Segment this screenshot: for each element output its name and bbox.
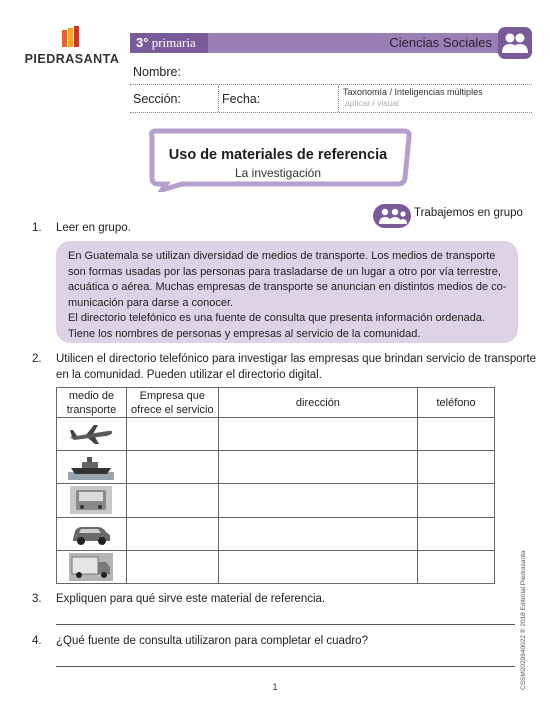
header-transport-line: medio de: [68, 389, 115, 402]
grade-box: [130, 33, 208, 53]
header-company-line: ofrece el servicio: [131, 403, 214, 416]
table-row: [57, 418, 495, 451]
name-line[interactable]: [130, 84, 532, 85]
car-icon: [70, 521, 112, 547]
transport-cell: [57, 418, 127, 451]
transport-cell: [57, 451, 127, 484]
question-2-line: Utilicen el directorio telefónico para investigar las empresas que brindan servicio de transporte: [56, 353, 537, 365]
address-cell[interactable]: [218, 484, 417, 517]
question-4-number: 4.: [32, 635, 42, 647]
transport-cell: [57, 550, 127, 583]
reading-line: son formas usadas por las personas para trasladarse de un lugar a otro por vía terrestre,: [68, 265, 501, 278]
header-company: [126, 388, 218, 418]
phone-cell[interactable]: [418, 550, 495, 583]
truck-icon: [69, 553, 113, 581]
question-1-number: 1.: [32, 222, 42, 234]
transport-directory-table: [56, 387, 495, 584]
phone-cell[interactable]: [418, 418, 495, 451]
header-company-line: Empresa que: [139, 389, 206, 402]
reading-line: Tiene los nombres de personas y empresas al servicio de la comunidad.: [68, 327, 421, 340]
address-cell[interactable]: [218, 451, 417, 484]
company-cell[interactable]: [126, 550, 218, 583]
bus-icon: [70, 486, 112, 514]
page-subtitle: La investigación: [234, 166, 322, 180]
copyright-note: [520, 550, 530, 690]
question-1-text: Leer en grupo.: [56, 222, 131, 234]
company-cell[interactable]: [126, 517, 218, 550]
header-phone: teléfono: [418, 388, 495, 418]
phone-cell[interactable]: [418, 484, 495, 517]
fields-bottom-line: [130, 112, 532, 113]
date-divider: [338, 86, 339, 112]
header-address: dirección: [218, 388, 417, 418]
section-label: Sección:: [133, 92, 181, 106]
publisher-logo: [22, 26, 122, 70]
phone-cell[interactable]: [418, 517, 495, 550]
address-cell[interactable]: [218, 418, 417, 451]
question-2-number: 2.: [32, 353, 42, 365]
reading-line: El directorio telefónico es una fuente de consulta que presenta información ordenada.: [68, 312, 486, 324]
phone-cell[interactable]: [418, 451, 495, 484]
taxonomy-title: Taxonomía / Inteligencias múltiples: [343, 87, 483, 97]
group-icon: [373, 204, 411, 228]
header-transport: [57, 388, 127, 418]
address-cell[interactable]: [218, 550, 417, 583]
table-row: [57, 451, 495, 484]
airplane-icon: [68, 423, 114, 445]
answer-line-4[interactable]: [56, 666, 515, 667]
header-transport-line: transporte: [66, 403, 117, 416]
table-header-row: [57, 388, 495, 418]
table-row: [57, 517, 495, 550]
table-row: [57, 484, 495, 517]
transport-cell: [57, 484, 127, 517]
answer-line-3[interactable]: [56, 624, 515, 625]
grade-subject-bar: [130, 33, 498, 53]
book-stack-icon: [60, 26, 84, 48]
transport-cell: [57, 517, 127, 550]
group-work-label: Trabajemos en grupo: [414, 207, 523, 219]
company-cell[interactable]: [126, 484, 218, 517]
question-2-text: [56, 351, 536, 383]
name-label: Nombre:: [133, 65, 181, 79]
reading-line: acuática o aérea. Muchas empresas de transporte se anuncian en distintos medios de co-: [68, 281, 507, 293]
logo-text: PIEDRASANTA: [24, 52, 120, 66]
section-divider: [218, 86, 219, 112]
date-label: Fecha:: [222, 92, 261, 106]
page-number: 1: [272, 682, 278, 692]
reading-box: [56, 241, 518, 343]
question-2-line: en la comunidad. Pueden utilizar el directorio digital.: [56, 369, 322, 381]
table-row: [57, 550, 495, 583]
question-4-text: ¿Qué fuente de consulta utilizaron para completar el cuadro?: [56, 635, 368, 647]
copyright-text: CSSM2020640022 ® 2018 Editorial Piedrasanta: [520, 550, 527, 690]
ship-icon: [68, 454, 114, 480]
grade-number: 3°: [136, 35, 149, 50]
people-icon: [498, 27, 532, 59]
reading-line: municación para darse a conocer.: [68, 296, 234, 309]
question-3-number: 3.: [32, 593, 42, 605]
grade-label: primaria: [151, 35, 196, 50]
company-cell[interactable]: [126, 418, 218, 451]
subject-title: Ciencias Sociales: [389, 35, 492, 50]
page-title: Uso de materiales de referencia: [168, 147, 388, 163]
taxonomy-subtitle: aplicar / visual: [345, 98, 399, 108]
question-3-text: Expliquen para qué sirve este material de referencia.: [56, 593, 326, 605]
company-cell[interactable]: [126, 451, 218, 484]
address-cell[interactable]: [218, 517, 417, 550]
reading-line: En Guatemala se utilizan diversidad de medios de transporte. Los medios de transporte: [68, 250, 496, 262]
